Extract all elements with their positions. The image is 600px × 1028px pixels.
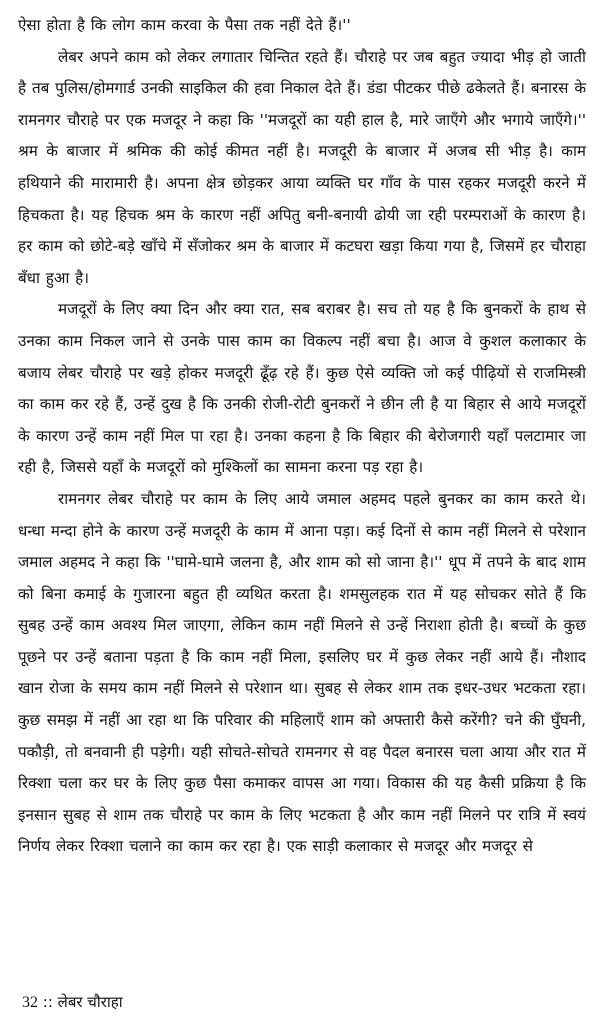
footer-separator: :: [42, 993, 53, 1011]
page-number: 32 [22, 994, 38, 1011]
running-title: लेबर चौराहा [57, 993, 123, 1011]
paragraph-labour-worries: लेबर अपने काम को लेकर लगातार चिन्तित रहते हैं। चौराहे पर जब बहुत ज्यादा भीड़ हो जाती है तब पुलिस/होमगार्ड उनकी साइकिल की हवा निकाल देते हैं। डंडा पीटकर पीछे ढकेलते हैं। बनारस के रामनगर चौराहे पर एक मजदूर ने कहा कि ''मजदूरों का यही हाल है, मारे जाएँगे और भगाये जाएँगे।'' श्रम के बाजार में श्रमिक की कोई कीमत नहीं है। मजदूरी के बाजार में अजब सी भीड़ है। काम हथियाने की मारामारी है। अपना क्षेत्र छोड़कर आया व्यक्ति घर गाँव के पास रहकर मजदूरी करने में हिचकता है। यह हिचक श्रम के कारण नहीं अपितु बनी-बनायी ढोयी जा रही परम्पराओं के कारण है। हर काम को छोटे-बड़े खाँचे में सँजोकर श्रम के बाजार में कटघरा खड़ा किया गया है, जिसमें हर चौराहा बँधा हुआ है। [18, 47, 586, 287]
paragraph-continuation: ऐसा होता है कि लोग काम करवा के पैसा तक नहीं देते हैं।'' [18, 16, 351, 34]
paragraph-day-and-night: मजदूरों के लिए क्या दिन और क्या रात, सब बराबर है। सच तो यह है कि बुनकरों के हाथ से उनका काम निकल जाने से उनके पास काम का विकल्प नहीं बचा है। आज वे कुशल कलाकार के बजाय लेबर चौराहे पर खड़े होकर मजदूरी ढूँढ़ रहे हैं। कुछ ऐसे व्यक्ति जो कई पीढ़ियों से राजमिस्त्री का काम कर रहे हैं, उन्हें दुख है कि उनकी रोजी-रोटी बुनकरों ने छीन ली है या बिहार से आये मजदूरों के कारण उन्हें काम नहीं मिल पा रहा है। उनका कहना है कि बिहार की बेरोजगारी यहाँ पलटामार जा रही है, जिससे यहाँ के मजदूरों को मुश्किलों का सामना करना पड़ रहा है। [18, 300, 586, 477]
paragraph-ramnagar-chauraha: रामनगर लेबर चौराहे पर काम के लिए आये जमाल अहमद पहले बुनकर का काम करते थे। धन्धा मन्दा होने के कारण उन्हें मजदूरी के काम में आना पड़ा। कई दिनों से काम नहीं मिलने से परेशान जमाल अहमद ने कहा कि ''घामे-घामे जलना है, और शाम को सो जाना है।'' धूप में तपने के बाद शाम को बिना कमाई के गुजारना बहुत ही व्यथित करता है। शमसुलहक रात में यह सोचकर सोते हैं कि सुबह उन्हें काम अवश्य मिल जाएगा, लेकिन काम नहीं मिलने से उन्हें निराशा होती है। बच्चों के कुछ पूछने पर उन्हें बताना पड़ता है कि काम नहीं मिला, इसलिए घर में कुछ लेकर नहीं आये हैं। नौशाद खान रोजा के समय काम नहीं मिलने से परेशान था। सुबह से लेकर शाम तक इधर-उधर भटकता रहा। कुछ समझ में नहीं आ रहा था कि परिवार की महिलाएँ शाम को अफ्तारी कैसे करेंगी? चने की घुँघनी, पकौड़ी, तो बनवानी ही पड़ेगी। यही सोचते-सोचते रामनगर से वह पैदल बनारस चला आया और रात में रिक्शा चला कर घर के लिए कुछ पैसा कमाकर वापस आ गया। विकास की यह कैसी प्रक्रिया है कि इनसान सुबह से शाम तक चौराहे पर काम के लिए भटकता है और काम नहीं मिलने पर रात्रि में स्वयं निर्णय लेकर रिक्शा चलाने का काम कर रहा है। एक साड़ी कलाकार से मजदूर और मजदूर से [18, 489, 586, 856]
page-body [18, 10, 586, 863]
page-footer [22, 990, 123, 1015]
